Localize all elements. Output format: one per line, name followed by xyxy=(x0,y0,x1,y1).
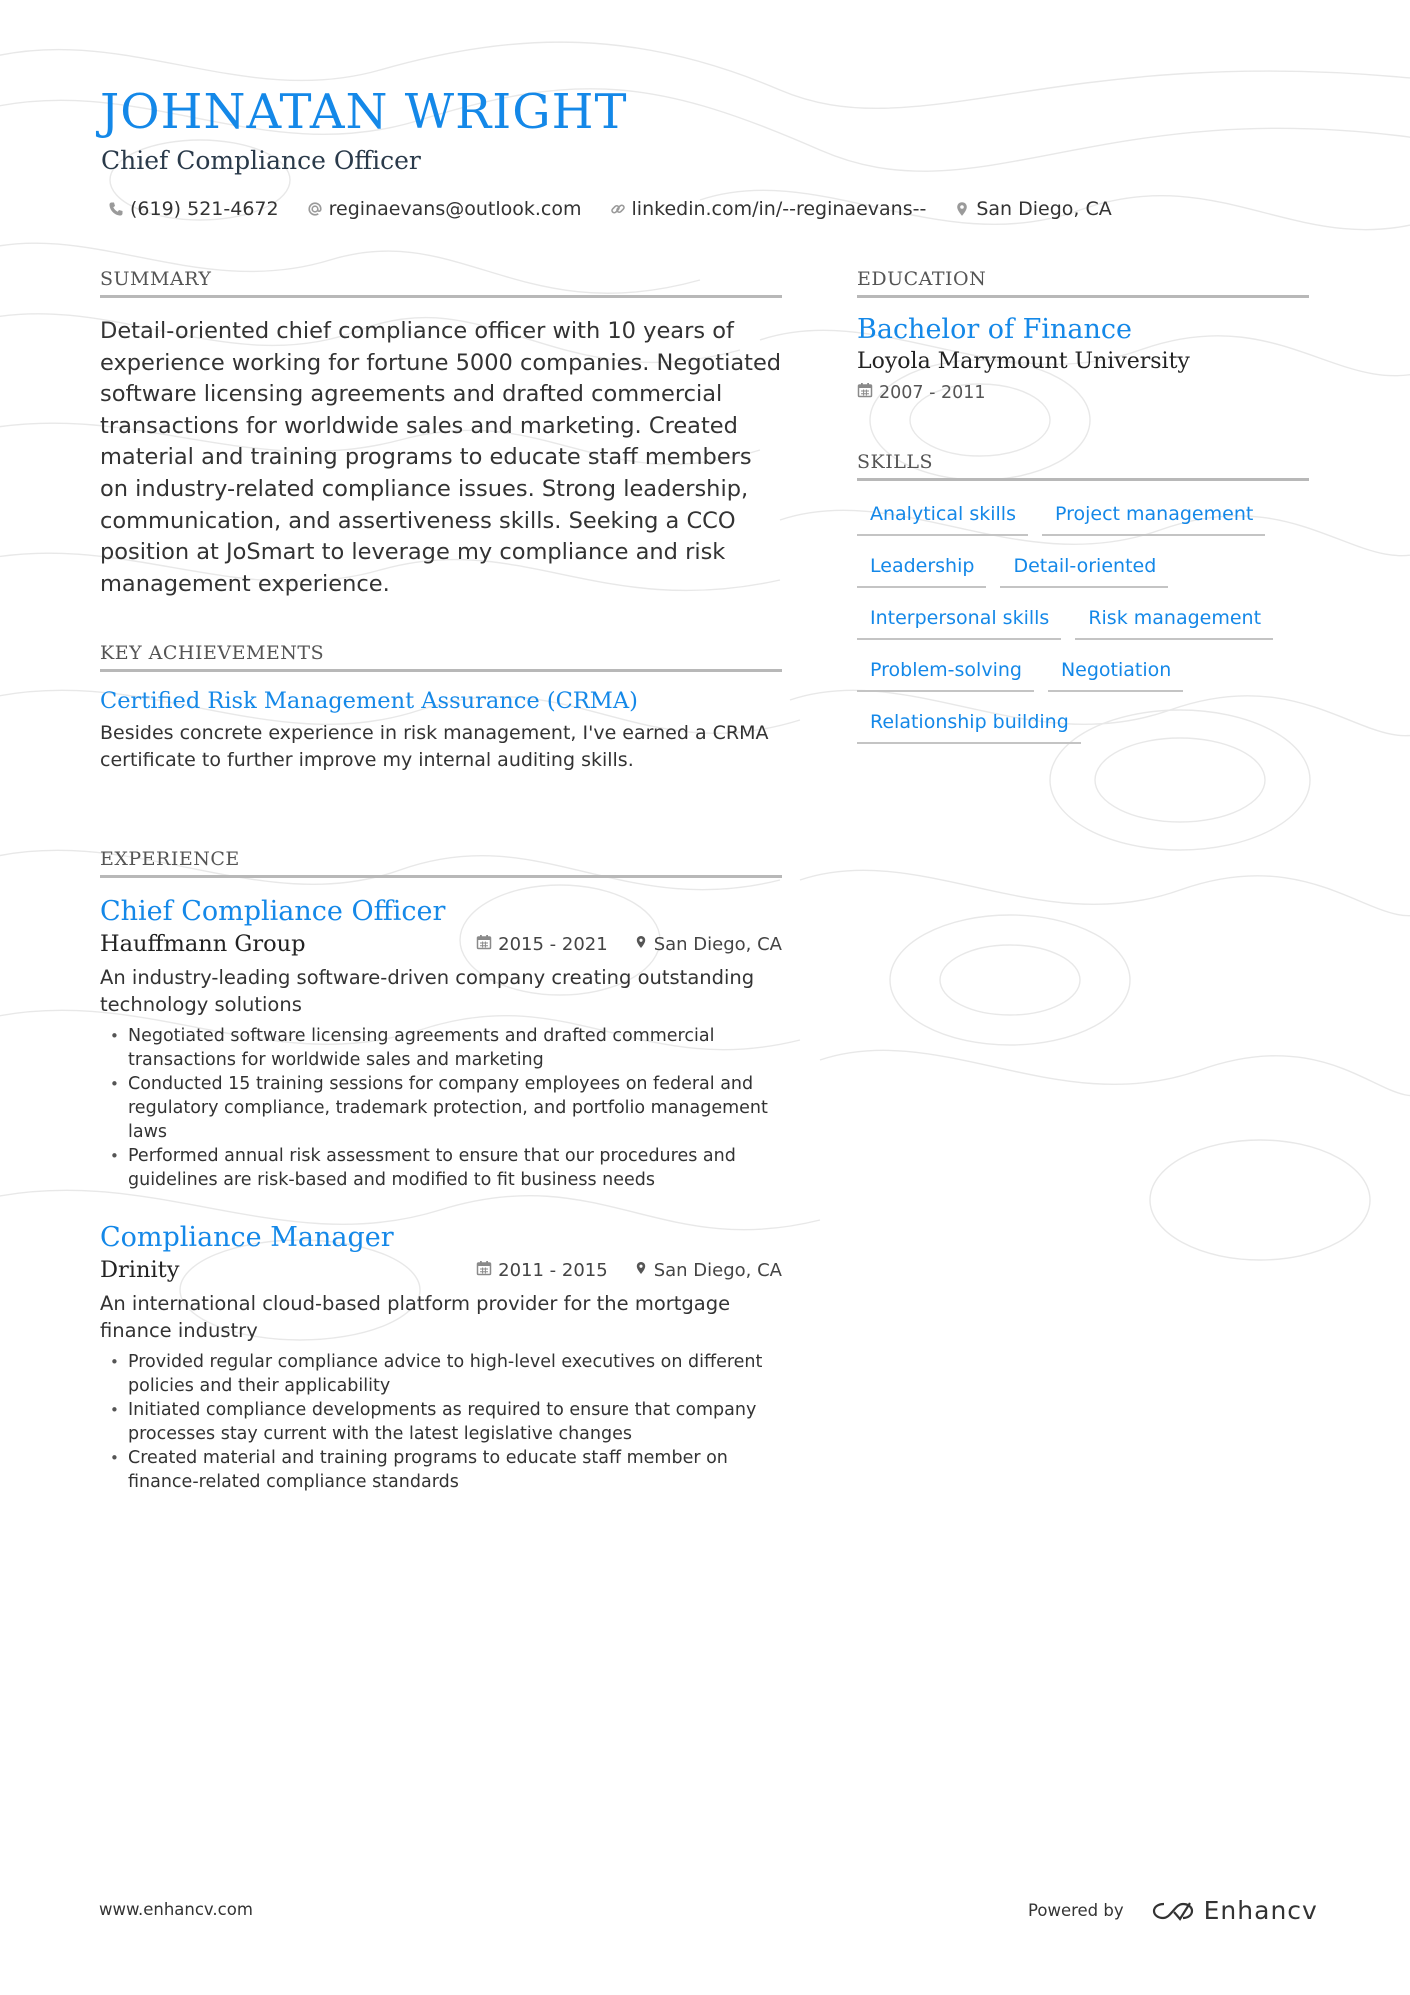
job-title: Chief Compliance Officer xyxy=(100,896,446,928)
contact-phone[interactable] xyxy=(108,198,279,220)
candidate-title: Chief Compliance Officer xyxy=(101,146,421,175)
skill-tag: Project management xyxy=(1042,493,1265,536)
experience-heading: EXPERIENCE xyxy=(100,848,782,878)
job-company-row xyxy=(100,931,782,957)
brand xyxy=(1150,1896,1318,1925)
phone-icon xyxy=(108,201,124,217)
education-school: Loyola Marymount University xyxy=(857,349,1190,374)
job-description: An industry-leading software-driven company creating outstanding technology solutions xyxy=(100,966,755,1016)
skill-tag: Negotiation xyxy=(1048,649,1183,692)
footer-branding[interactable] xyxy=(1028,1896,1318,1925)
job-dates xyxy=(476,934,608,955)
email-text: reginaevans@outlook.com xyxy=(328,198,582,220)
map-pin-icon xyxy=(954,201,970,217)
summary-heading: SUMMARY xyxy=(100,268,782,298)
job-company: Drinity xyxy=(100,1257,180,1284)
job-bullet: • Negotiated software licensing agreements and drafted commercial transactions for worldwide sales and marketing xyxy=(100,1024,782,1072)
map-pin-icon xyxy=(634,934,648,955)
map-pin-icon xyxy=(634,1260,648,1281)
at-icon xyxy=(307,201,323,217)
job-company-row xyxy=(100,1257,782,1283)
skill-tag: Analytical skills xyxy=(857,493,1028,536)
contact-linkedin[interactable] xyxy=(610,198,927,220)
skill-tag: Risk management xyxy=(1075,597,1273,640)
phone-text: (619) 521-4672 xyxy=(130,198,279,220)
job-location xyxy=(634,934,782,955)
summary-section xyxy=(100,268,782,600)
education-heading: EDUCATION xyxy=(857,268,1309,298)
education-degree: Bachelor of Finance xyxy=(857,314,1132,345)
powered-by-label: Powered by xyxy=(1028,1901,1124,1920)
contact-bar xyxy=(108,198,1140,220)
job-bullet: • Initiated compliance developments as required to ensure that company processes stay current with the latest legislative changes xyxy=(100,1398,782,1446)
skill-tag: Interpersonal skills xyxy=(857,597,1061,640)
contact-location xyxy=(954,198,1111,220)
skill-tag: Relationship building xyxy=(857,701,1081,744)
job-bullet: • Performed annual risk assessment to ensure that our procedures and guidelines are risk-based and modified to fit business needs xyxy=(100,1144,782,1192)
summary-text: Detail-oriented chief compliance officer with 10 years of experience working for fortune 5000 companies. Negotiated software licensing agreements and drafted commercial transactions for worldwide sales and marketing. Created material and training programs to educate staff members on industry-related compliance issues. Strong leadership, communication, and assertiveness skills. Seeking a CCO position at JoSmart to leverage my compliance and risk management experience. xyxy=(100,318,782,597)
linkedin-text: linkedin.com/in/--reginaevans-- xyxy=(631,198,927,220)
contact-email[interactable] xyxy=(307,198,582,220)
location-text: San Diego, CA xyxy=(976,198,1112,220)
job-location-text: San Diego, CA xyxy=(653,1259,782,1281)
calendar-icon xyxy=(857,382,873,403)
right-column xyxy=(857,268,1309,753)
job-bullets xyxy=(100,1350,782,1494)
job-entry xyxy=(100,1222,782,1494)
calendar-icon xyxy=(476,1260,492,1281)
footer-website[interactable]: www.enhancv.com xyxy=(99,1900,253,1919)
skills-heading: SKILLS xyxy=(857,451,1309,481)
job-location xyxy=(634,1260,782,1281)
job-meta xyxy=(450,934,782,955)
link-icon xyxy=(610,201,626,217)
job-bullet: • Provided regular compliance advice to high-level executives on different policies and their applicability xyxy=(100,1350,782,1398)
job-location-text: San Diego, CA xyxy=(653,933,782,955)
education-dates-text: 2007 - 2011 xyxy=(879,382,986,403)
achievements-heading: KEY ACHIEVEMENTS xyxy=(100,642,782,672)
job-company: Hauffmann Group xyxy=(100,931,306,958)
enhancv-logo-icon xyxy=(1150,1899,1196,1923)
job-bullets xyxy=(100,1024,782,1192)
job-description: An international cloud-based platform provider for the mortgage finance industry xyxy=(100,1292,731,1342)
skills-list xyxy=(857,493,1309,753)
job-bullet: • Conducted 15 training sessions for company employees on federal and regulatory compliance, trademark protection, and portfolio management laws xyxy=(100,1072,782,1144)
job-title: Compliance Manager xyxy=(100,1222,394,1254)
experience-section xyxy=(100,848,782,1494)
achievement-title: Certified Risk Management Assurance (CRMA) xyxy=(100,688,638,715)
job-dates-text: 2011 - 2015 xyxy=(498,1259,608,1281)
job-dates xyxy=(476,1260,608,1281)
education-dates xyxy=(857,382,1309,403)
brand-name: Enhancv xyxy=(1203,1896,1318,1925)
job-dates-text: 2015 - 2021 xyxy=(498,933,608,955)
skill-tag: Detail-oriented xyxy=(1000,545,1168,588)
achievement-description: Besides concrete experience in risk management, I've earned a CRMA certificate to further improve my internal auditing skills. xyxy=(100,722,769,772)
candidate-name: JOHNATAN WRIGHT xyxy=(100,84,628,140)
skill-tag: Problem-solving xyxy=(857,649,1034,692)
skill-tag: Leadership xyxy=(857,545,986,588)
education-section xyxy=(857,268,1309,403)
job-bullet: • Created material and training programs to educate staff member on finance-related compliance standards xyxy=(100,1446,782,1494)
calendar-icon xyxy=(476,934,492,955)
left-column xyxy=(100,268,782,1494)
job-meta xyxy=(450,1260,782,1281)
achievements-section xyxy=(100,642,782,774)
skills-section xyxy=(857,451,1309,753)
job-entry xyxy=(100,896,782,1192)
